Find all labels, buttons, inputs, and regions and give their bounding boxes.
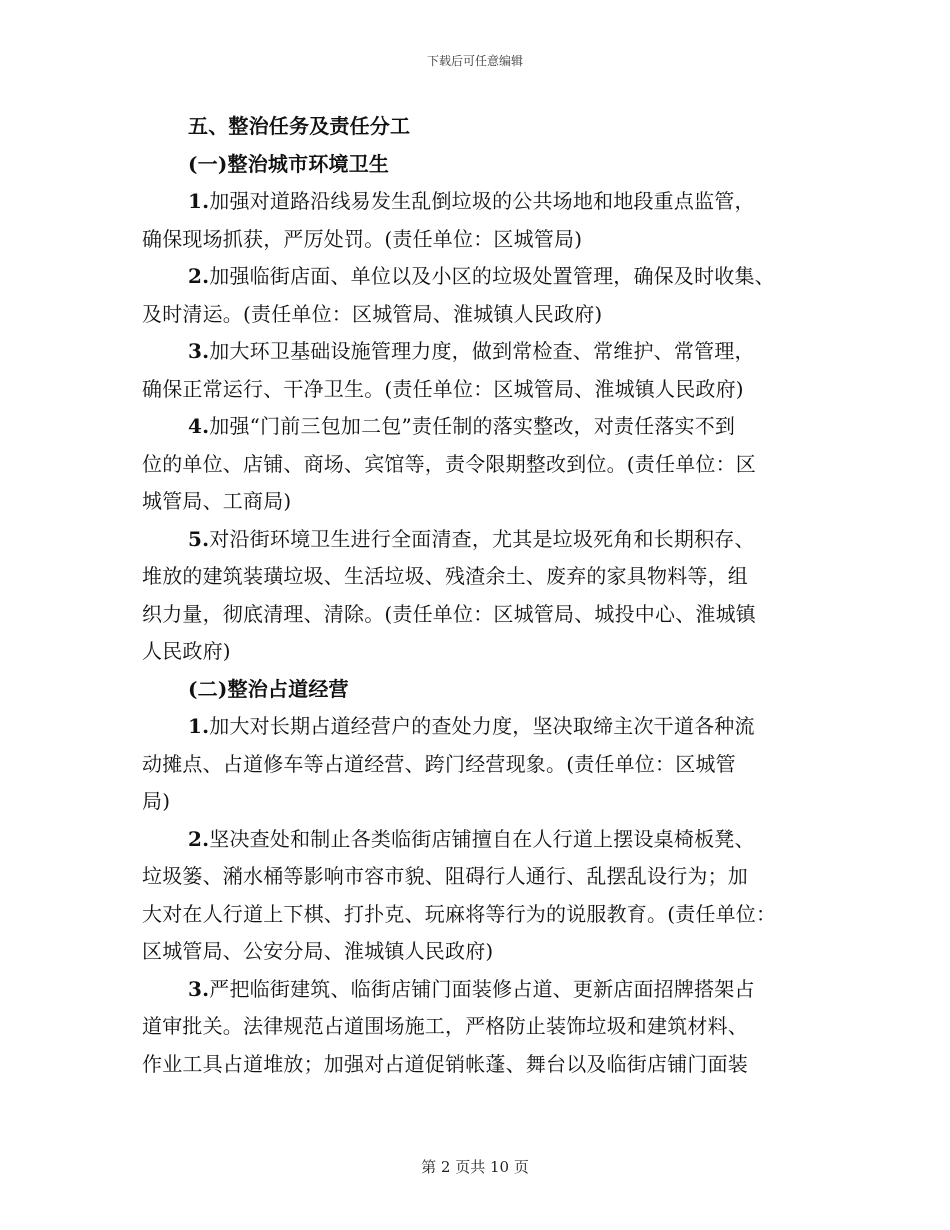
item-text: 加大环卫基础设施管理力度，做到常检查、常维护、常管理， (209, 339, 755, 363)
item-number: 2. (188, 264, 210, 288)
document-body (142, 108, 810, 1083)
item-number: 3. (188, 339, 210, 363)
list-item (142, 333, 810, 371)
list-item (142, 258, 810, 296)
item-text: 严把临街建筑、临街店铺门面装修占道、更新店面招牌搭架占 (209, 976, 755, 1001)
item-text: 垃圾篓、潲水桶等影响市容市貌、阻碍行人通行、乱摆乱设行为；加 (142, 864, 748, 888)
list-item (142, 521, 810, 559)
list-item (142, 971, 810, 1009)
item-text: 堆放的建筑装璜垃圾、生活垃圾、残渣余土、废弃的家具物料等，组 (142, 564, 748, 588)
page-footer: 第 2 页共 10 页 (421, 1158, 529, 1176)
part-title: (一)整治城市环境卫生 (188, 151, 390, 176)
item-text: 加强对道路沿线易发生乱倒垃圾的公共场地和地段重点监管， (209, 189, 755, 213)
item-number: 5. (188, 526, 210, 551)
item-text: 区城管局、公安分局、淮城镇人民政府) (142, 939, 494, 963)
section-heading: 五、整治任务及责任分工 (188, 114, 411, 138)
item-text: 动摊点、占道修车等占道经营、跨门经营现象。(责任单位：区城管 (142, 751, 736, 776)
item-text: 加强临街店面、单位以及小区的垃圾处置管理，确保及时收集、 (209, 264, 775, 288)
item-text: 大对在人行道上下棋、打扑克、玩麻将等行为的说服教育。(责任单位： (142, 901, 777, 926)
item-text: 人民政府) (142, 639, 231, 663)
item-text: 坚决查处和制止各类临街店铺擅自在人行道上摆设桌椅板凳、 (209, 826, 755, 851)
item-text: 城管局、工商局) (142, 489, 292, 513)
item-text: 加强“门前三包加二包”责任制的落实整改，对责任落实不到 (209, 414, 736, 438)
item-text: 确保正常运行、干净卫生。(责任单位：区城管局、淮城镇人民政府) (142, 376, 744, 401)
part-title: (二)整治占道经营 (188, 676, 349, 701)
item-number: 4. (188, 414, 210, 438)
item-number: 2. (188, 826, 210, 851)
item-text: 对沿街环境卫生进行全面清查，尤其是垃圾死角和长期积存、 (209, 526, 755, 551)
item-number: 1. (188, 189, 210, 213)
item-text: 道审批关。法律规范占道围场施工，严格防止装饰垃圾和建筑材料、 (142, 1014, 748, 1038)
item-text: 确保现场抓获，严厉处罚。(责任单位：区城管局) (142, 226, 583, 251)
item-text: 位的单位、店铺、商场、宾馆等，责令限期整改到位。(责任单位：区 (142, 451, 757, 476)
item-number: 1. (188, 714, 210, 738)
item-number: 3. (188, 976, 210, 1001)
list-item (142, 183, 810, 221)
list-item (142, 821, 810, 859)
item-text: 作业工具占道堆放；加强对占道促销帐蓬、舞台以及临街店铺门面装 (142, 1051, 748, 1076)
item-text: 及时清运。(责任单位：区城管局、淮城镇人民政府) (142, 301, 603, 326)
item-text: 织力量，彻底清理、清除。(责任单位：区城管局、城投中心、淮城镇 (142, 601, 757, 626)
list-item (142, 408, 810, 446)
item-text: 加大对长期占道经营户的查处力度，坚决取缔主次干道各种流 (209, 714, 755, 738)
item-text: 局) (142, 789, 171, 813)
list-item (142, 708, 810, 746)
page-header: 下载后可任意编辑 (426, 54, 523, 68)
